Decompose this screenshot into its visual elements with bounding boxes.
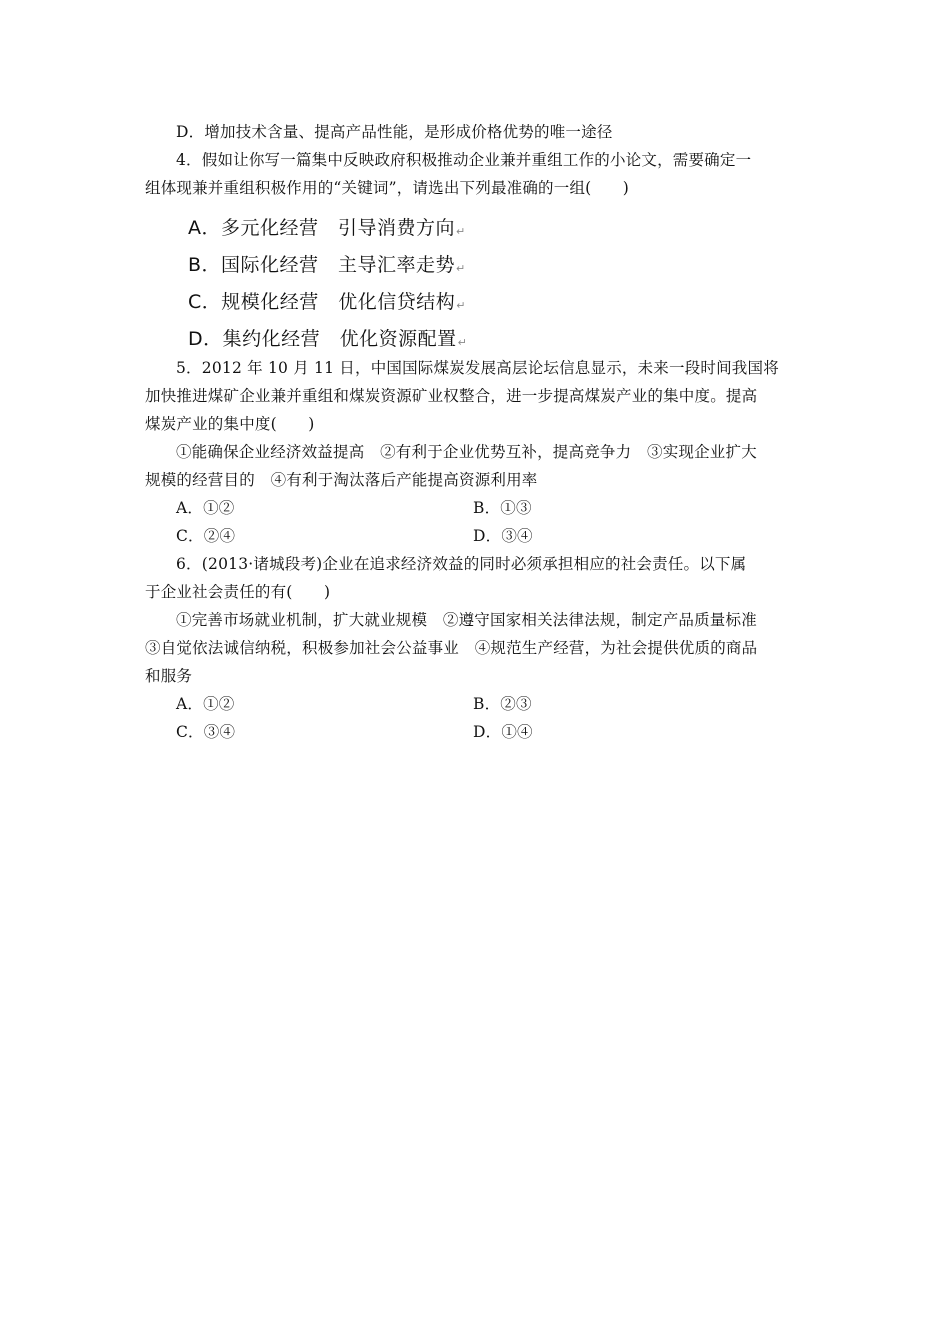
q5-option-d: D．③④ xyxy=(473,527,533,545)
q4-option-d xyxy=(188,326,467,356)
q5-items-line-1: ①能确保企业经济效益提高 ②有利于企业优势互补，提高竞争力 ③实现企业扩大 xyxy=(176,443,757,461)
q4-option-b-text: B．国际化经营 主导汇率走势 xyxy=(188,254,456,276)
paragraph-mark-icon: ↵ xyxy=(457,336,468,349)
q6-option-c: C．③④ xyxy=(176,723,236,741)
q4-stem-line-1: 4．假如让你写一篇集中反映政府积极推动企业兼并重组工作的小论文，需要确定一 xyxy=(176,151,752,169)
paragraph-mark-icon: ↵ xyxy=(456,299,466,312)
q6-option-b: B．②③ xyxy=(473,695,532,713)
q4-option-d-text: D．集约化经营 优化资源配置 xyxy=(188,328,457,350)
q4-option-c xyxy=(188,289,466,319)
q6-items-line-2: ③自觉依法诚信纳税，积极参加社会公益事业 ④规范生产经营，为社会提供优质的商品 xyxy=(145,639,758,657)
q5-option-b: B．①③ xyxy=(473,499,532,517)
q6-stem-line-2: 于企业社会责任的有( ) xyxy=(145,583,331,601)
q6-items-line-1: ①完善市场就业机制，扩大就业规模 ②遵守国家相关法律法规，制定产品质量标准 xyxy=(176,611,757,629)
q5-option-a: A．①② xyxy=(176,499,235,517)
q5-stem-line-2: 加快推进煤矿企业兼并重组和煤炭资源矿业权整合，进一步提高煤炭产业的集中度。提高 xyxy=(145,387,758,405)
q4-stem-line-2: 组体现兼并重组积极作用的“关键词”，请选出下列最准确的一组( ) xyxy=(145,179,630,197)
q5-stem-line-1: 5．2012 年 10 月 11 日，中国国际煤炭发展高层论坛信息显示，未来一段时间我国将 xyxy=(176,359,779,377)
q4-option-c-text: C．规模化经营 优化信贷结构 xyxy=(188,291,456,313)
q4-option-b xyxy=(188,252,466,282)
paragraph-mark-icon: ↵ xyxy=(456,225,466,238)
q6-option-d: D．①④ xyxy=(473,723,533,741)
q4-option-a-text: A．多元化经营 引导消费方向 xyxy=(188,217,455,239)
q4-option-a xyxy=(188,215,466,245)
q5-stem-line-3: 煤炭产业的集中度( ) xyxy=(145,415,315,433)
q6-items-line-3: 和服务 xyxy=(145,667,193,685)
q6-option-a: A．①② xyxy=(176,695,235,713)
q5-items-line-2: 规模的经营目的 ④有利于淘汰落后产能提高资源利用率 xyxy=(145,471,538,489)
q6-stem-line-1: 6．(2013·诸城段考)企业在追求经济效益的同时必须承担相应的社会责任。以下属 xyxy=(176,555,747,573)
paragraph-mark-icon: ↵ xyxy=(456,262,466,275)
q3-option-d: D．增加技术含量、提高产品性能，是形成价格优势的唯一途径 xyxy=(176,123,613,141)
q5-option-c: C．②④ xyxy=(176,527,236,545)
